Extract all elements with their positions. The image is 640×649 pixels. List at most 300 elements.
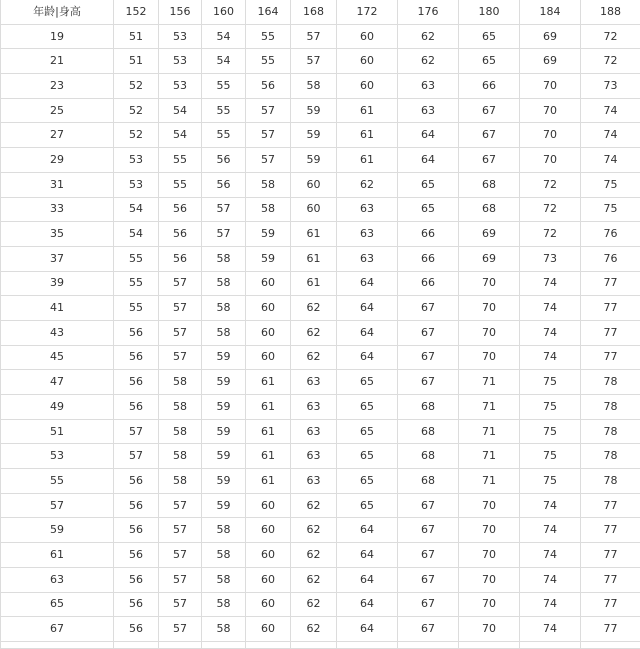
weight-cell: 77 [581, 493, 640, 518]
weight-cell: 55 [246, 49, 291, 74]
weight-cell: 51 [114, 24, 159, 49]
weight-cell: 61 [246, 419, 291, 444]
weight-cell: 57 [202, 222, 246, 247]
weight-cell: 67 [398, 370, 459, 395]
weight-cell: 74 [581, 148, 640, 173]
weight-cell: 55 [202, 98, 246, 123]
age-cell: 23 [1, 74, 114, 99]
empty-cell [246, 641, 291, 648]
weight-cell: 63 [337, 246, 398, 271]
weight-cell: 70 [459, 296, 520, 321]
weight-cell: 59 [291, 98, 337, 123]
weight-cell: 57 [159, 271, 202, 296]
weight-cell: 55 [114, 271, 159, 296]
column-header: 176 [398, 0, 459, 24]
weight-cell: 53 [114, 148, 159, 173]
header-row [1, 0, 640, 24]
weight-cell: 65 [398, 197, 459, 222]
age-cell: 31 [1, 172, 114, 197]
weight-cell: 67 [459, 98, 520, 123]
weight-cell: 72 [581, 24, 640, 49]
weight-cell: 53 [159, 49, 202, 74]
weight-cell: 58 [202, 296, 246, 321]
age-cell: 25 [1, 98, 114, 123]
weight-cell: 78 [581, 370, 640, 395]
age-cell: 41 [1, 296, 114, 321]
weight-cell: 77 [581, 567, 640, 592]
table-row [1, 197, 640, 222]
weight-cell: 60 [246, 518, 291, 543]
weight-cell: 60 [246, 271, 291, 296]
weight-cell: 74 [520, 296, 581, 321]
weight-cell: 54 [159, 98, 202, 123]
weight-cell: 55 [159, 172, 202, 197]
weight-cell: 55 [114, 246, 159, 271]
table-row [1, 395, 640, 420]
weight-cell: 64 [337, 320, 398, 345]
weight-cell: 65 [337, 370, 398, 395]
weight-cell: 59 [291, 148, 337, 173]
age-cell: 29 [1, 148, 114, 173]
weight-cell: 56 [159, 197, 202, 222]
weight-cell: 62 [291, 320, 337, 345]
weight-cell: 59 [202, 493, 246, 518]
weight-cell: 73 [581, 74, 640, 99]
weight-cell: 77 [581, 543, 640, 568]
age-cell: 53 [1, 444, 114, 469]
weight-cell: 63 [337, 222, 398, 247]
weight-cell: 75 [520, 444, 581, 469]
weight-cell: 74 [520, 592, 581, 617]
weight-cell: 58 [159, 444, 202, 469]
weight-cell: 56 [246, 74, 291, 99]
age-cell: 51 [1, 419, 114, 444]
weight-cell: 52 [114, 98, 159, 123]
weight-cell: 67 [398, 345, 459, 370]
table-body [1, 24, 640, 648]
weight-cell: 68 [459, 197, 520, 222]
weight-cell: 67 [398, 543, 459, 568]
weight-cell: 63 [291, 419, 337, 444]
weight-cell: 70 [459, 345, 520, 370]
empty-cell [202, 641, 246, 648]
weight-cell: 57 [159, 592, 202, 617]
weight-cell: 68 [398, 419, 459, 444]
age-cell: 37 [1, 246, 114, 271]
weight-cell: 66 [398, 271, 459, 296]
weight-cell: 61 [291, 246, 337, 271]
age-cell: 65 [1, 592, 114, 617]
weight-cell: 78 [581, 469, 640, 494]
weight-cell: 59 [291, 123, 337, 148]
weight-cell: 56 [159, 246, 202, 271]
weight-cell: 63 [291, 370, 337, 395]
table-row [1, 222, 640, 247]
weight-cell: 71 [459, 395, 520, 420]
age-cell: 35 [1, 222, 114, 247]
weight-cell: 67 [398, 493, 459, 518]
weight-cell: 59 [202, 419, 246, 444]
empty-cell [114, 641, 159, 648]
weight-cell: 62 [398, 49, 459, 74]
weight-cell: 75 [581, 172, 640, 197]
weight-cell: 59 [202, 345, 246, 370]
weight-cell: 58 [291, 74, 337, 99]
weight-cell: 59 [202, 444, 246, 469]
weight-cell: 71 [459, 419, 520, 444]
weight-cell: 65 [337, 469, 398, 494]
weight-cell: 77 [581, 592, 640, 617]
column-header: 164 [246, 0, 291, 24]
weight-cell: 72 [520, 172, 581, 197]
weight-cell: 56 [202, 148, 246, 173]
weight-cell: 58 [202, 567, 246, 592]
weight-cell: 67 [459, 123, 520, 148]
weight-cell: 55 [114, 296, 159, 321]
weight-cell: 60 [246, 617, 291, 642]
age-cell: 47 [1, 370, 114, 395]
weight-cell: 66 [459, 74, 520, 99]
weight-cell: 57 [159, 518, 202, 543]
weight-cell: 65 [337, 395, 398, 420]
weight-cell: 62 [398, 24, 459, 49]
empty-cell [459, 641, 520, 648]
weight-cell: 57 [246, 98, 291, 123]
weight-cell: 57 [159, 543, 202, 568]
weight-cell: 64 [398, 123, 459, 148]
weight-cell: 60 [337, 74, 398, 99]
weight-cell: 62 [291, 296, 337, 321]
weight-cell: 77 [581, 617, 640, 642]
weight-cell: 57 [246, 123, 291, 148]
weight-cell: 58 [246, 172, 291, 197]
weight-cell: 59 [202, 370, 246, 395]
weight-cell: 58 [202, 592, 246, 617]
empty-cell [337, 641, 398, 648]
weight-cell: 70 [459, 271, 520, 296]
weight-cell: 77 [581, 296, 640, 321]
weight-cell: 58 [202, 617, 246, 642]
weight-cell: 62 [291, 617, 337, 642]
weight-cell: 64 [337, 567, 398, 592]
weight-cell: 65 [459, 24, 520, 49]
weight-cell: 78 [581, 419, 640, 444]
weight-cell: 60 [246, 296, 291, 321]
weight-cell: 72 [520, 197, 581, 222]
weight-cell: 72 [581, 49, 640, 74]
column-header: 172 [337, 0, 398, 24]
weight-cell: 56 [114, 345, 159, 370]
weight-cell: 63 [398, 74, 459, 99]
table-row [1, 271, 640, 296]
weight-cell: 77 [581, 518, 640, 543]
weight-cell: 58 [202, 543, 246, 568]
weight-cell: 59 [202, 469, 246, 494]
weight-cell: 57 [202, 197, 246, 222]
weight-cell: 56 [114, 518, 159, 543]
weight-cell: 54 [202, 24, 246, 49]
weight-cell: 55 [202, 123, 246, 148]
weight-cell: 68 [398, 395, 459, 420]
weight-cell: 63 [291, 444, 337, 469]
weight-cell: 78 [581, 395, 640, 420]
weight-cell: 64 [398, 148, 459, 173]
empty-cell [581, 641, 640, 648]
age-cell: 61 [1, 543, 114, 568]
age-cell: 39 [1, 271, 114, 296]
weight-cell: 74 [520, 271, 581, 296]
weight-cell: 68 [459, 172, 520, 197]
weight-cell: 65 [459, 49, 520, 74]
age-cell: 63 [1, 567, 114, 592]
weight-cell: 66 [398, 222, 459, 247]
empty-cell [398, 641, 459, 648]
weight-cell: 58 [202, 320, 246, 345]
table-row [1, 370, 640, 395]
weight-cell: 74 [520, 617, 581, 642]
weight-cell: 61 [246, 469, 291, 494]
weight-cell: 67 [398, 296, 459, 321]
age-cell: 67 [1, 617, 114, 642]
weight-cell: 60 [291, 172, 337, 197]
weight-cell: 74 [520, 345, 581, 370]
weight-cell: 64 [337, 518, 398, 543]
weight-cell: 62 [291, 592, 337, 617]
weight-cell: 61 [246, 395, 291, 420]
weight-cell: 56 [114, 567, 159, 592]
age-cell: 57 [1, 493, 114, 518]
empty-cell [159, 641, 202, 648]
weight-cell: 57 [159, 320, 202, 345]
table-row [1, 320, 640, 345]
table-row [1, 123, 640, 148]
weight-cell: 60 [246, 345, 291, 370]
weight-cell: 75 [520, 419, 581, 444]
age-cell: 59 [1, 518, 114, 543]
weight-cell: 57 [114, 419, 159, 444]
weight-cell: 74 [520, 518, 581, 543]
weight-cell: 58 [202, 271, 246, 296]
table-row [1, 543, 640, 568]
weight-cell: 54 [114, 197, 159, 222]
weight-cell: 77 [581, 345, 640, 370]
weight-cell: 56 [114, 493, 159, 518]
column-header: 152 [114, 0, 159, 24]
weight-cell: 57 [291, 24, 337, 49]
weight-cell: 51 [114, 49, 159, 74]
weight-cell: 65 [337, 419, 398, 444]
table-row [1, 444, 640, 469]
weight-cell: 58 [202, 518, 246, 543]
weight-cell: 64 [337, 296, 398, 321]
weight-cell: 56 [114, 592, 159, 617]
weight-cell: 70 [459, 592, 520, 617]
weight-cell: 57 [114, 444, 159, 469]
weight-cell: 57 [159, 617, 202, 642]
weight-cell: 56 [114, 395, 159, 420]
weight-cell: 53 [159, 74, 202, 99]
weight-cell: 56 [114, 543, 159, 568]
weight-cell: 69 [459, 246, 520, 271]
weight-cell: 56 [202, 172, 246, 197]
weight-cell: 62 [337, 172, 398, 197]
column-header: 184 [520, 0, 581, 24]
weight-cell: 62 [291, 567, 337, 592]
column-header: 168 [291, 0, 337, 24]
table-row [1, 469, 640, 494]
table-row [1, 345, 640, 370]
age-cell: 19 [1, 24, 114, 49]
corner-header: 年龄|身高 [1, 0, 114, 24]
weight-cell: 58 [159, 395, 202, 420]
weight-cell: 70 [520, 148, 581, 173]
weight-cell: 61 [246, 444, 291, 469]
table-row [1, 617, 640, 642]
weight-cell: 57 [291, 49, 337, 74]
empty-cell [291, 641, 337, 648]
weight-cell: 57 [159, 345, 202, 370]
weight-cell: 53 [114, 172, 159, 197]
table-row [1, 419, 640, 444]
age-cell: 21 [1, 49, 114, 74]
weight-cell: 65 [398, 172, 459, 197]
weight-cell: 61 [337, 148, 398, 173]
weight-cell: 59 [202, 395, 246, 420]
weight-cell: 60 [246, 493, 291, 518]
weight-cell: 67 [398, 592, 459, 617]
weight-cell: 58 [246, 197, 291, 222]
weight-cell: 71 [459, 370, 520, 395]
weight-cell: 66 [398, 246, 459, 271]
weight-cell: 59 [246, 246, 291, 271]
weight-cell: 69 [459, 222, 520, 247]
weight-cell: 70 [459, 543, 520, 568]
weight-cell: 64 [337, 592, 398, 617]
age-cell: 27 [1, 123, 114, 148]
weight-cell: 74 [520, 493, 581, 518]
table-row [1, 74, 640, 99]
weight-cell: 67 [398, 567, 459, 592]
weight-cell: 57 [159, 567, 202, 592]
weight-cell: 69 [520, 49, 581, 74]
weight-cell: 63 [291, 469, 337, 494]
weight-cell: 62 [291, 543, 337, 568]
weight-cell: 73 [520, 246, 581, 271]
table-row [1, 518, 640, 543]
weight-cell: 74 [581, 123, 640, 148]
weight-cell: 55 [202, 74, 246, 99]
weight-cell: 74 [520, 543, 581, 568]
weight-cell: 57 [159, 493, 202, 518]
age-cell: 33 [1, 197, 114, 222]
table-row [1, 148, 640, 173]
weight-cell: 57 [159, 296, 202, 321]
weight-cell: 67 [459, 148, 520, 173]
weight-cell: 62 [291, 345, 337, 370]
column-header: 180 [459, 0, 520, 24]
weight-cell: 70 [520, 74, 581, 99]
weight-cell: 60 [337, 49, 398, 74]
age-cell: 43 [1, 320, 114, 345]
age-cell: 45 [1, 345, 114, 370]
empty-cell [520, 641, 581, 648]
weight-cell: 55 [159, 148, 202, 173]
weight-cell: 69 [520, 24, 581, 49]
weight-cell: 74 [581, 98, 640, 123]
table-row [1, 246, 640, 271]
weight-cell: 70 [520, 123, 581, 148]
weight-cell: 67 [398, 617, 459, 642]
table-row [1, 49, 640, 74]
weight-cell: 67 [398, 518, 459, 543]
weight-cell: 75 [520, 370, 581, 395]
weight-cell: 58 [202, 246, 246, 271]
weight-cell: 63 [291, 395, 337, 420]
column-header: 156 [159, 0, 202, 24]
table-row [1, 567, 640, 592]
weight-cell: 76 [581, 246, 640, 271]
weight-cell: 60 [246, 567, 291, 592]
weight-cell: 62 [291, 493, 337, 518]
table-row [1, 296, 640, 321]
weight-cell: 62 [291, 518, 337, 543]
weight-cell: 77 [581, 320, 640, 345]
weight-cell: 72 [520, 222, 581, 247]
weight-cell: 56 [114, 617, 159, 642]
weight-cell: 61 [291, 271, 337, 296]
weight-cell: 70 [459, 617, 520, 642]
weight-cell: 59 [246, 222, 291, 247]
weight-cell: 60 [246, 592, 291, 617]
table-row [1, 172, 640, 197]
weight-cell: 58 [159, 469, 202, 494]
column-header: 188 [581, 0, 640, 24]
weight-cell: 54 [114, 222, 159, 247]
weight-cell: 64 [337, 543, 398, 568]
age-cell: 49 [1, 395, 114, 420]
weight-cell: 64 [337, 345, 398, 370]
weight-cell: 71 [459, 444, 520, 469]
weight-cell: 76 [581, 222, 640, 247]
weight-cell: 57 [246, 148, 291, 173]
weight-cell: 63 [398, 98, 459, 123]
weight-cell: 53 [159, 24, 202, 49]
weight-cell: 68 [398, 469, 459, 494]
weight-cell: 61 [337, 98, 398, 123]
weight-cell: 70 [459, 320, 520, 345]
column-header: 160 [202, 0, 246, 24]
table-row [1, 592, 640, 617]
age-cell: 55 [1, 469, 114, 494]
weight-cell: 74 [520, 320, 581, 345]
weight-cell: 74 [520, 567, 581, 592]
weight-cell: 75 [520, 395, 581, 420]
weight-cell: 52 [114, 74, 159, 99]
weight-cell: 70 [520, 98, 581, 123]
table-row [1, 493, 640, 518]
weight-cell: 70 [459, 493, 520, 518]
weight-cell: 67 [398, 320, 459, 345]
weight-cell: 60 [337, 24, 398, 49]
weight-cell: 65 [337, 444, 398, 469]
weight-cell: 70 [459, 567, 520, 592]
weight-cell: 55 [246, 24, 291, 49]
weight-cell: 54 [202, 49, 246, 74]
weight-cell: 78 [581, 444, 640, 469]
weight-cell: 56 [114, 469, 159, 494]
weight-cell: 70 [459, 518, 520, 543]
weight-cell: 58 [159, 370, 202, 395]
